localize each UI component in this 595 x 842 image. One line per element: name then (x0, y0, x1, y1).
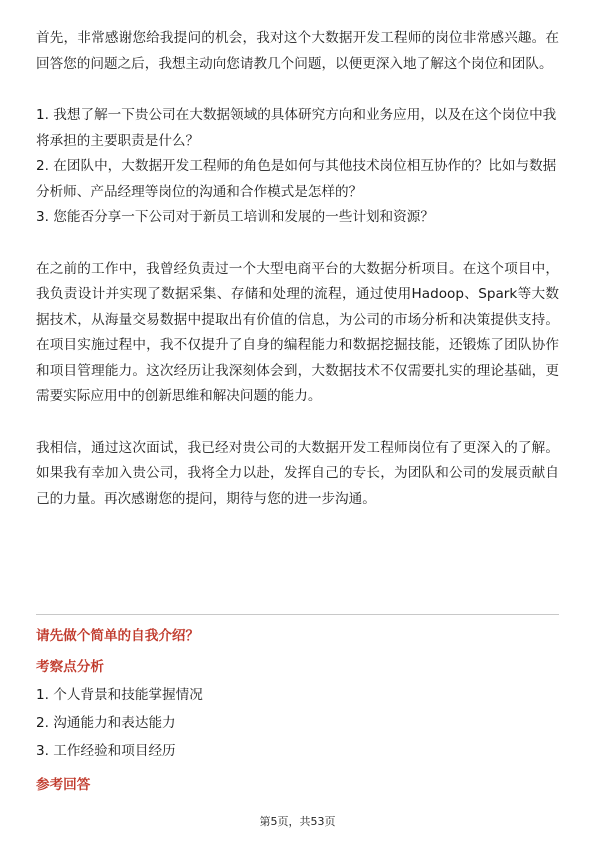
question-item-3: 3. 您能否分享一下公司对于新员工培训和发展的一些计划和资源？ (36, 209, 434, 225)
question-item-2: 2. 在团队中，大数据开发工程师的角色是如何与其他技术岗位相互协作的？比如与数据分析师、产品经理等岗位的沟通和合作模式是怎样的？ (36, 158, 557, 200)
analysis-heading: 考察点分析 (36, 659, 104, 675)
section-divider (36, 614, 559, 615)
intro-paragraph: 首先，非常感谢您给我提问的机会，我对这个大数据开发工程师的岗位非常感兴趣。在回答您的问题之后，我想主动向您请教几个问题，以便更深入地了解这个岗位和团队。 (36, 30, 559, 72)
experience-paragraph: 在之前的工作中，我曾经负责过一个大型电商平台的大数据分析项目。在这个项目中，我负责设计并实现了数据采集、存储和处理的流程，通过使用Hadoop、Spark等大数据技术，从海量交易数据中提取出有价值的信息，为公司的市场分析和决策提供支持。在项目实施过程中，我不仅提升了自身的编程能力和数据挖掘技能，还锻炼了团队协作和项目管理能力。这次经历让我深刻体会到，大数据技术不仅需要扎实的理论基础，更需要实际应用中的创新思维和解决问题的能力。 (36, 260, 559, 404)
analysis-point-1: 1. 个人背景和技能掌握情况 (36, 687, 203, 703)
question-title: 请先做个简单的自我介绍？ (36, 628, 200, 644)
answer-body (36, 26, 559, 512)
analysis-point-3: 3. 工作经验和项目经历 (36, 743, 176, 759)
analysis-point-2: 2. 沟通能力和表达能力 (36, 715, 176, 731)
question-item-1: 1. 我想了解一下贵公司在大数据领域的具体研究方向和业务应用，以及在这个岗位中我将承担的主要职责是什么？ (36, 107, 557, 149)
reference-heading: 参考回答 (36, 777, 91, 793)
page-number: 第5页，共53页 (259, 815, 336, 828)
closing-paragraph: 我相信，通过这次面试，我已经对贵公司的大数据开发工程师岗位有了更深入的了解。如果我有幸加入贵公司，我将全力以赴，发挥自己的专长，为团队和公司的发展贡献自己的力量。再次感谢您的提问，期待与您的进一步沟通。 (36, 439, 559, 507)
